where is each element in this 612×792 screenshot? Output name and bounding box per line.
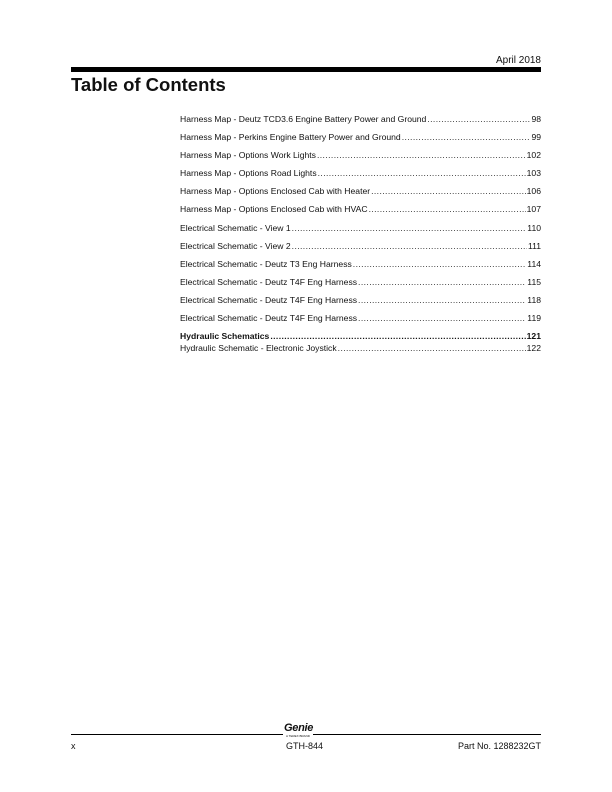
footer-model: GTH-844	[286, 741, 324, 751]
toc-page-number: 99	[531, 132, 541, 143]
toc-page-number: 114	[527, 258, 541, 269]
toc-entry[interactable]: Electrical Schematic - Deutz T3 Eng Harness ..... 114	[180, 259, 541, 269]
header-date: April 2018	[495, 55, 541, 66]
toc-entry[interactable]: Harness Map - Options Road Lights ..... 103	[180, 168, 541, 178]
toc-page-number: 122	[526, 343, 541, 354]
toc-page-number: 98	[531, 114, 541, 124]
toc-section-heading[interactable]: Hydraulic Schematics ..... 121	[180, 331, 541, 341]
toc-page-number: 121	[526, 331, 541, 342]
toc-page-number: 102	[526, 150, 541, 161]
toc-entry[interactable]: Harness Map - Deutz TCD3.6 Engine Battery Power and Ground ..... 98	[180, 114, 541, 124]
toc-page-number: 107	[526, 204, 541, 215]
genie-logo: Genie A TEREX BRAND	[284, 722, 314, 738]
toc-page-number: 119	[527, 313, 541, 324]
footer-rule-left	[71, 734, 283, 735]
toc-entry[interactable]: Electrical Schematic - Deutz T4F Eng Harness ..... 115	[180, 277, 541, 287]
toc-entry[interactable]: Electrical Schematic - Deutz T4F Eng Harness ..... 119	[180, 313, 541, 323]
toc-page-number: 106	[526, 186, 541, 197]
footer-part-number: Part No. 1288232GT	[457, 741, 541, 751]
toc-page-number: 115	[527, 276, 541, 287]
toc-entry[interactable]: Harness Map - Options Work Lights ..... 102	[180, 150, 541, 160]
footer-rule-right	[313, 734, 541, 735]
toc-entry[interactable]: Harness Map - Perkins Engine Battery Power and Ground ..... 99	[180, 132, 541, 142]
toc-page-number: 111	[527, 240, 541, 251]
header-rule	[71, 67, 541, 72]
toc-entry[interactable]: Electrical Schematic - View 1 ..... 110	[180, 223, 541, 233]
toc-page-number: 110	[527, 222, 541, 233]
toc-entry[interactable]: Harness Map - Options Enclosed Cab with HVAC ..... 107	[180, 204, 541, 214]
page-title: Table of Contents	[71, 74, 226, 95]
toc-entry[interactable]: Harness Map - Options Enclosed Cab with Heater ..... 106	[180, 186, 541, 196]
footer-page-marker: x	[71, 741, 76, 751]
toc-entry[interactable]: Hydraulic Schematic - Electronic Joystick ..... 122	[180, 343, 541, 353]
toc-page-number: 118	[527, 294, 541, 305]
toc-page-number: 103	[526, 168, 541, 179]
toc-entry[interactable]: Electrical Schematic - Deutz T4F Eng Harness ..... 118	[180, 295, 541, 305]
toc-list	[180, 114, 541, 361]
toc-entry[interactable]: Electrical Schematic - View 2 ..... 111	[180, 241, 541, 251]
